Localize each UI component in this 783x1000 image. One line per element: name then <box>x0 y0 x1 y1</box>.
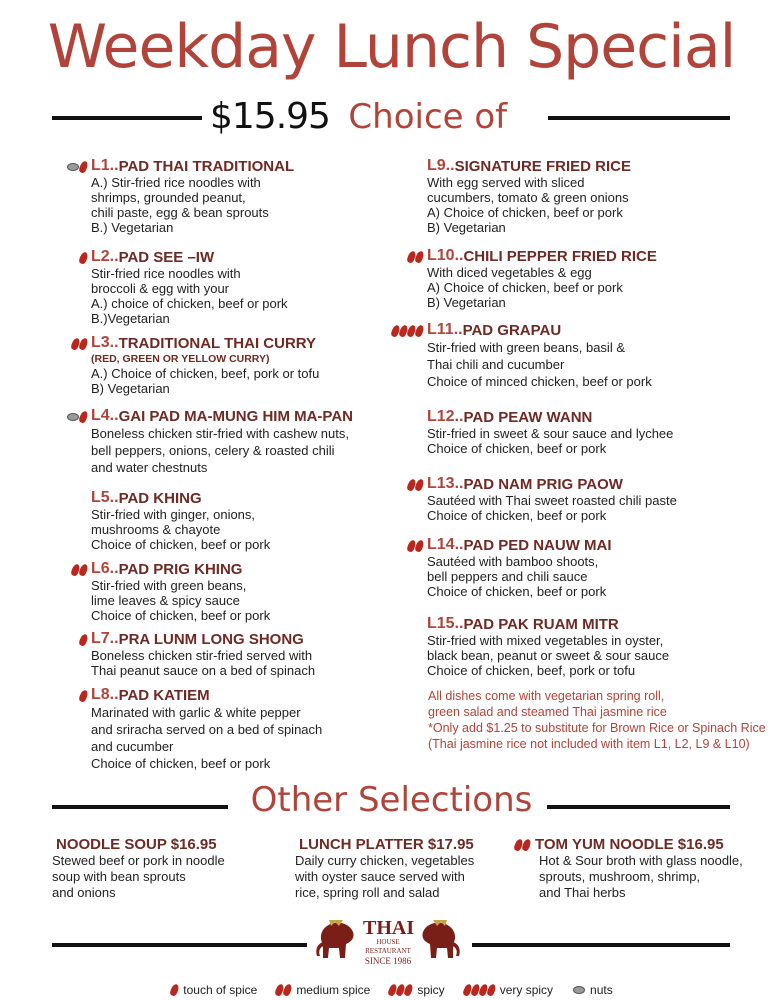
menu-item-l9 <box>427 157 783 235</box>
item-name: PAD KATIEM <box>118 686 210 704</box>
item-name: PAD PAK RUAM MITR <box>463 615 619 633</box>
item-code: L7.. <box>91 630 119 647</box>
item-description <box>91 266 451 326</box>
menu-item-l1 <box>91 157 451 235</box>
rice-note <box>428 688 778 752</box>
text-line: Choice of chicken, beef or pork <box>91 756 271 771</box>
spice-legend <box>0 983 783 997</box>
item-name: PAD KHING <box>118 489 202 507</box>
chili-pepper-icon <box>78 251 89 265</box>
selection-name: NOODLE SOUP $16.95 <box>56 836 217 853</box>
item-description <box>91 175 451 235</box>
text-line: Choice of chicken, beef or pork <box>427 441 607 456</box>
legend-icons <box>388 984 412 996</box>
chili-pepper-icon <box>282 983 293 997</box>
item-description <box>427 175 783 235</box>
text-line: lime leaves & spicy sauce <box>91 593 240 608</box>
text-line: B.) Vegetarian <box>91 220 174 235</box>
item-code: L3.. <box>91 334 119 351</box>
spice-icons <box>407 540 423 552</box>
selection-lunch-platter <box>295 836 474 901</box>
menu-title: Weekday Lunch Special <box>47 12 736 82</box>
item-name: PAD SEE –IW <box>118 248 215 266</box>
nut-icon <box>67 163 79 171</box>
item-description <box>427 554 783 599</box>
text-line: Choice of chicken, beef or pork <box>427 584 607 599</box>
lunch-price: $15.95 <box>210 96 330 137</box>
item-description <box>427 493 783 523</box>
item-description <box>427 339 783 390</box>
chili-pepper-icon <box>521 838 532 852</box>
spice-icons <box>407 479 423 491</box>
text-line: bell peppers, onions, celery & roasted chili <box>91 443 335 458</box>
text-line: mushrooms & chayote <box>91 522 221 537</box>
text-line: shrimps, grounded peanut, <box>91 190 246 205</box>
item-name: GAI PAD MA-MUNG HIM MA-PAN <box>118 407 353 425</box>
logo-since: SINCE 1986 <box>364 956 412 966</box>
item-name: TRADITIONAL THAI CURRY <box>118 334 317 352</box>
legend-nuts <box>571 983 613 997</box>
text-line: Thai chili and cucumber <box>427 357 565 372</box>
text-line: Choice of chicken, beef or pork <box>91 608 271 623</box>
text-line: Thai peanut sauce on a bed of spinach <box>91 663 316 678</box>
logo-text <box>363 918 413 967</box>
menu-item-l6 <box>91 560 451 623</box>
text-line: soup with bean sprouts <box>52 869 186 884</box>
text-line: B) Vegetarian <box>427 295 506 310</box>
chili-pepper-icon <box>403 983 414 997</box>
legend-icons <box>275 984 291 996</box>
elephant-left-icon <box>313 918 359 962</box>
item-code: L1.. <box>91 157 119 174</box>
footer-divider-right <box>472 943 730 947</box>
text-line: *Only add $1.25 to substitute for Brown Rice or Spinach Rice <box>428 721 766 735</box>
selection-name: TOM YUM NOODLE $16.95 <box>535 836 724 853</box>
text-line: green salad and steamed Thai jasmine rice <box>428 705 667 719</box>
spice-icons <box>407 251 423 263</box>
menu-item-l2 <box>91 248 451 326</box>
spice-icons <box>65 411 87 423</box>
legend-icons <box>571 986 585 994</box>
spice-icons <box>71 338 87 350</box>
text-line: A.) Stir-fried rice noodles with <box>91 175 261 190</box>
text-line: Choice of chicken, beef or pork <box>427 508 607 523</box>
text-line: rice, spring roll and salad <box>295 885 440 900</box>
item-subtitle: (RED, GREEN OR YELLOW CURRY) <box>91 353 270 365</box>
text-line: With diced vegetables & egg <box>427 265 592 280</box>
menu-item-l13 <box>427 475 783 523</box>
item-code: L6.. <box>91 560 119 577</box>
text-line: A) Choice of chicken, beef or pork <box>427 205 623 220</box>
item-code: L9.. <box>427 157 455 174</box>
item-name: PRA LUNM LONG SHONG <box>118 630 304 648</box>
legend-icons <box>170 984 178 996</box>
text-line: Sautéed with Thai sweet roasted chili paste <box>427 493 677 508</box>
text-line: Choice of chicken, beef, pork or tofu <box>427 663 636 678</box>
menu-item-l8 <box>91 686 451 772</box>
text-line: Stir-fried rice noodles with <box>91 266 241 281</box>
text-line: cucumbers, tomato & green onions <box>427 190 629 205</box>
item-name: PAD NAM PRIG PAOW <box>463 475 623 493</box>
text-line: and cucumber <box>91 739 174 754</box>
menu-item-l11 <box>427 321 783 390</box>
menu-item-l4 <box>91 407 451 476</box>
text-line: bell peppers and chili sauce <box>427 569 588 584</box>
logo-restaurant: RESTAURANT <box>365 947 411 955</box>
menu-item-l15 <box>427 615 783 678</box>
choice-of-label: Choice of <box>348 97 508 137</box>
other-selections-title: Other Selections <box>250 780 533 820</box>
chili-pepper-icon <box>169 983 180 997</box>
item-code: L4.. <box>91 407 119 424</box>
text-line: sprouts, mushroom, shrimp, <box>539 869 701 884</box>
item-description <box>427 426 783 456</box>
menu-item-l12 <box>427 408 783 456</box>
legend-very-spicy <box>463 983 553 997</box>
text-line: With egg served with sliced <box>427 175 585 190</box>
item-name: PAD THAI TRADITIONAL <box>118 157 295 175</box>
logo-house: HOUSE <box>376 938 400 946</box>
legend-label: nuts <box>590 983 613 997</box>
selection-noodle-soup <box>52 836 225 901</box>
text-line: and onions <box>52 885 116 900</box>
item-code: L8.. <box>91 686 119 703</box>
item-description <box>427 265 783 310</box>
text-line: Boneless chicken stir-fried served with <box>91 648 313 663</box>
logo-name: THAI <box>363 917 415 939</box>
text-line: Stir-fried with green beans, basil & <box>427 340 625 355</box>
price-row <box>210 96 507 137</box>
text-line: Marinated with garlic & white pepper <box>91 705 301 720</box>
chili-pepper-icon <box>78 689 89 703</box>
nut-icon <box>573 986 585 994</box>
text-line: B) Vegetarian <box>427 220 506 235</box>
legend-medium-spice <box>275 983 370 997</box>
text-line: Boneless chicken stir-fried with cashew nuts, <box>91 426 349 441</box>
header-divider-right <box>548 116 730 120</box>
chili-pepper-icon <box>78 337 89 351</box>
item-name: PAD PEAW WANN <box>463 408 593 426</box>
menu-item-l5 <box>91 489 451 552</box>
spice-icons <box>79 690 87 702</box>
header-divider-left <box>52 116 202 120</box>
selection-description <box>52 853 225 901</box>
chili-pepper-icon <box>78 410 89 424</box>
selection-name: LUNCH PLATTER $17.95 <box>299 836 474 853</box>
legend-label: very spicy <box>499 983 554 997</box>
item-code: L10.. <box>427 247 464 264</box>
item-description <box>427 633 783 678</box>
menu-item-l10 <box>427 247 783 310</box>
item-name: PAD PRIG KHING <box>118 560 243 578</box>
item-name: CHILI PEPPER FRIED RICE <box>463 247 657 265</box>
text-line: A.) choice of chicken, beef or pork <box>91 296 288 311</box>
legend-label: medium spice <box>296 983 371 997</box>
item-code: L2.. <box>91 248 119 265</box>
selection-description <box>514 853 743 901</box>
item-description <box>91 704 451 772</box>
elephant-right-icon <box>417 918 463 962</box>
text-line: Hot & Sour broth with glass noodle, <box>539 853 743 868</box>
restaurant-logo <box>313 912 463 974</box>
menu-item-l7 <box>91 630 451 678</box>
spice-icons <box>65 161 87 173</box>
spice-icons <box>71 564 87 576</box>
item-code: L5.. <box>91 489 119 506</box>
text-line: Stir-fried in sweet & sour sauce and lychee <box>427 426 674 441</box>
spice-icons <box>79 634 87 646</box>
footer-divider-left <box>52 943 307 947</box>
chili-pepper-icon <box>78 633 89 647</box>
text-line: and sriracha served on a bed of spinach <box>91 722 323 737</box>
item-description <box>91 507 451 552</box>
text-line: Stewed beef or pork in noodle <box>52 853 225 868</box>
item-name: SIGNATURE FRIED RICE <box>454 157 631 175</box>
menu-item-l14 <box>427 536 783 599</box>
text-line: B.)Vegetarian <box>91 311 170 326</box>
text-line: Stir-fried with mixed vegetables in oyster, <box>427 633 664 648</box>
spice-icons <box>79 252 87 264</box>
item-code: L14.. <box>427 536 464 553</box>
text-line: Daily curry chicken, vegetables <box>295 853 475 868</box>
text-line: chili paste, egg & bean sprouts <box>91 205 269 220</box>
menu-item-l3 <box>91 334 451 396</box>
selection-description <box>295 853 474 901</box>
legend-spicy <box>388 983 444 997</box>
legend-label: spicy <box>417 983 445 997</box>
item-name: PAD PED NAUW MAI <box>463 536 612 554</box>
text-line: and Thai herbs <box>539 885 626 900</box>
spice-icons <box>514 839 530 851</box>
text-line: B) Vegetarian <box>91 381 170 396</box>
text-line: Stir-fried with ginger, onions, <box>91 507 256 522</box>
text-line: A.) Choice of chicken, beef, pork or tofu <box>91 366 320 381</box>
selection-tom-yum-noodle <box>514 836 743 901</box>
item-code: L11.. <box>427 321 463 338</box>
text-line: All dishes come with vegetarian spring roll, <box>428 689 665 703</box>
legend-icons <box>463 984 495 996</box>
spice-icons <box>391 325 423 337</box>
item-code: L12.. <box>427 408 464 425</box>
text-line: (Thai jasmine rice not included with item L1, L2, L9 & L10) <box>428 737 750 751</box>
item-description <box>91 648 451 678</box>
chili-pepper-icon <box>78 563 89 577</box>
item-code: L13.. <box>427 475 464 492</box>
nut-icon <box>67 413 79 421</box>
text-line: Choice of chicken, beef or pork <box>91 537 271 552</box>
legend-touch-of-spice <box>170 983 257 997</box>
item-description <box>91 366 451 396</box>
text-line: with oyster sauce served with <box>295 869 465 884</box>
text-line: black bean, peanut or sweet & sour sauce <box>427 648 670 663</box>
text-line: Stir-fried with green beans, <box>91 578 247 593</box>
text-line: A) Choice of chicken, beef or pork <box>427 280 623 295</box>
text-line: broccoli & egg with your <box>91 281 230 296</box>
text-line: Sautéed with bamboo shoots, <box>427 554 599 569</box>
other-divider-right <box>547 805 730 809</box>
item-name: PAD GRAPAU <box>462 321 562 339</box>
item-code: L15.. <box>427 615 464 632</box>
legend-label: touch of spice <box>183 983 258 997</box>
item-description <box>91 425 451 476</box>
text-line: and water chestnuts <box>91 460 208 475</box>
chili-pepper-icon <box>78 160 89 174</box>
item-description <box>91 578 451 623</box>
text-line: Choice of minced chicken, beef or pork <box>427 374 652 389</box>
